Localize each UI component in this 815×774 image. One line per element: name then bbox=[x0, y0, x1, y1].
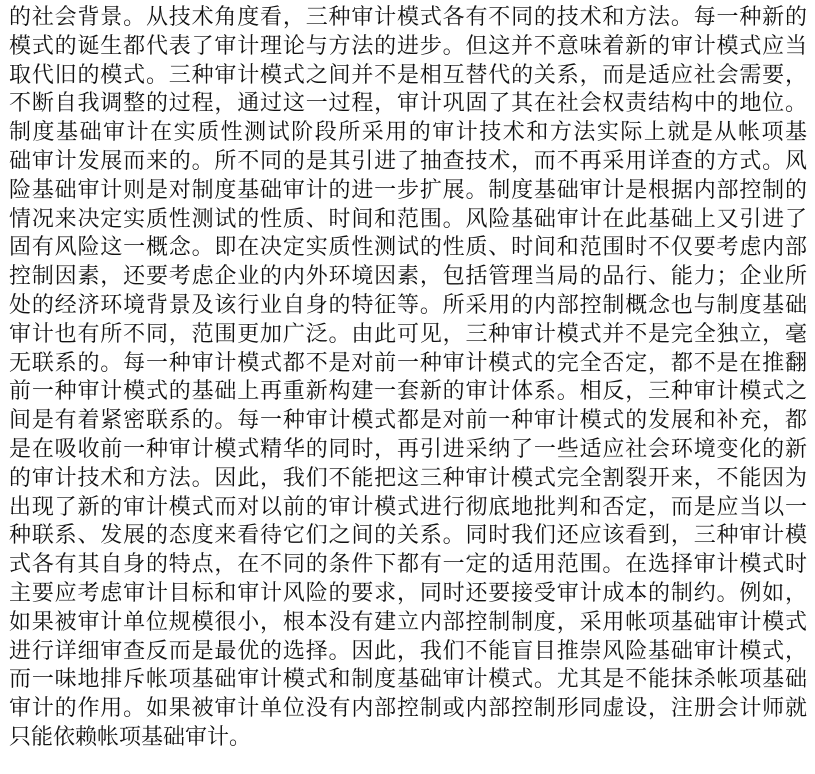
text-line: 只能依赖帐项基础审计。 bbox=[9, 724, 252, 750]
text-line: 主要应考虑审计目标和审计风险的要求，同时还要接受审计成本的制约。例如， bbox=[9, 580, 807, 606]
text-line: 无联系的。每一种审计模式都不是对前一种审计模式的完全否定，都不是在推翻 bbox=[9, 350, 807, 376]
text-line: 出现了新的审计模式而对以前的审计模式进行彻底地批判和否定，而是应当以一 bbox=[9, 494, 807, 520]
text-line: 控制因素，还要考虑企业的内外环境因素，包括管理当局的品行、能力；企业所 bbox=[9, 264, 807, 290]
text-line: 的社会背景。从技术角度看，三种审计模式各有不同的技术和方法。每一种新的 bbox=[9, 5, 807, 30]
text-line: 种联系、发展的态度来看待它们之间的关系。同时我们还应该看到，三种审计模 bbox=[9, 523, 807, 549]
text-line: 处的经济环境背景及该行业自身的特征等。所采用的内部控制概念也与制度基础 bbox=[9, 292, 807, 318]
text-line: 固有风险这一概念。即在决定实质性测试的性质、时间和范围时不仅要考虑内部 bbox=[9, 235, 807, 261]
text-line: 制度基础审计在实质性测试阶段所采用的审计技术和方法实际上就是从帐项基 bbox=[9, 120, 807, 146]
text-line: 险基础审计则是对制度基础审计的进一步扩展。制度基础审计是根据内部控制的 bbox=[9, 177, 807, 203]
text-line: 不断自我调整的过程，通过这一过程，审计巩固了其在社会权责结构中的地位。 bbox=[9, 91, 807, 117]
text-line: 模式的诞生都代表了审计理论与方法的进步。但这并不意味着新的审计模式应当 bbox=[9, 33, 807, 59]
text-line: 前一种审计模式的基础上再重新构建一套新的审计体系。相反，三种审计模式之 bbox=[9, 379, 807, 405]
text-line: 式各有其自身的特点，在不同的条件下都有一定的适用范围。在选择审计模式时 bbox=[9, 552, 807, 578]
text-line: 情况来决定实质性测试的性质、时间和范围。风险基础审计在此基础上又引进了 bbox=[9, 206, 807, 232]
text-line: 础审计发展而来的。所不同的是其引进了抽查技术，而不再采用详查的方式。风 bbox=[9, 148, 807, 174]
text-line: 取代旧的模式。三种审计模式之间并不是相互替代的关系，而是适应社会需要， bbox=[9, 62, 807, 88]
text-line: 审计的作用。如果被审计单位没有内部控制或内部控制形同虚设，注册会计师就 bbox=[9, 696, 807, 722]
text-line: 如果被审计单位规模很小，根本没有建立内部控制制度，采用帐项基础审计模式 bbox=[9, 609, 807, 635]
text-line: 而一味地排斥帐项基础审计模式和制度基础审计模式。尤其是不能抹杀帐项基础 bbox=[9, 667, 807, 693]
text-line: 的审计技术和方法。因此，我们不能把这三种审计模式完全割裂开来，不能因为 bbox=[9, 465, 807, 491]
text-line: 间是有着紧密联系的。每一种审计模式都是对前一种审计模式的发展和补充，都 bbox=[9, 408, 807, 434]
text-line: 审计也有所不同，范围更加广泛。由此可见，三种审计模式并不是完全独立，毫 bbox=[9, 321, 807, 347]
text-line: 是在吸收前一种审计模式精华的同时，再引进采纳了一些适应社会环境变化的新 bbox=[9, 436, 807, 462]
text-line: 进行详细审查反而是最优的选择。因此，我们不能盲目推崇风险基础审计模式， bbox=[9, 638, 807, 664]
